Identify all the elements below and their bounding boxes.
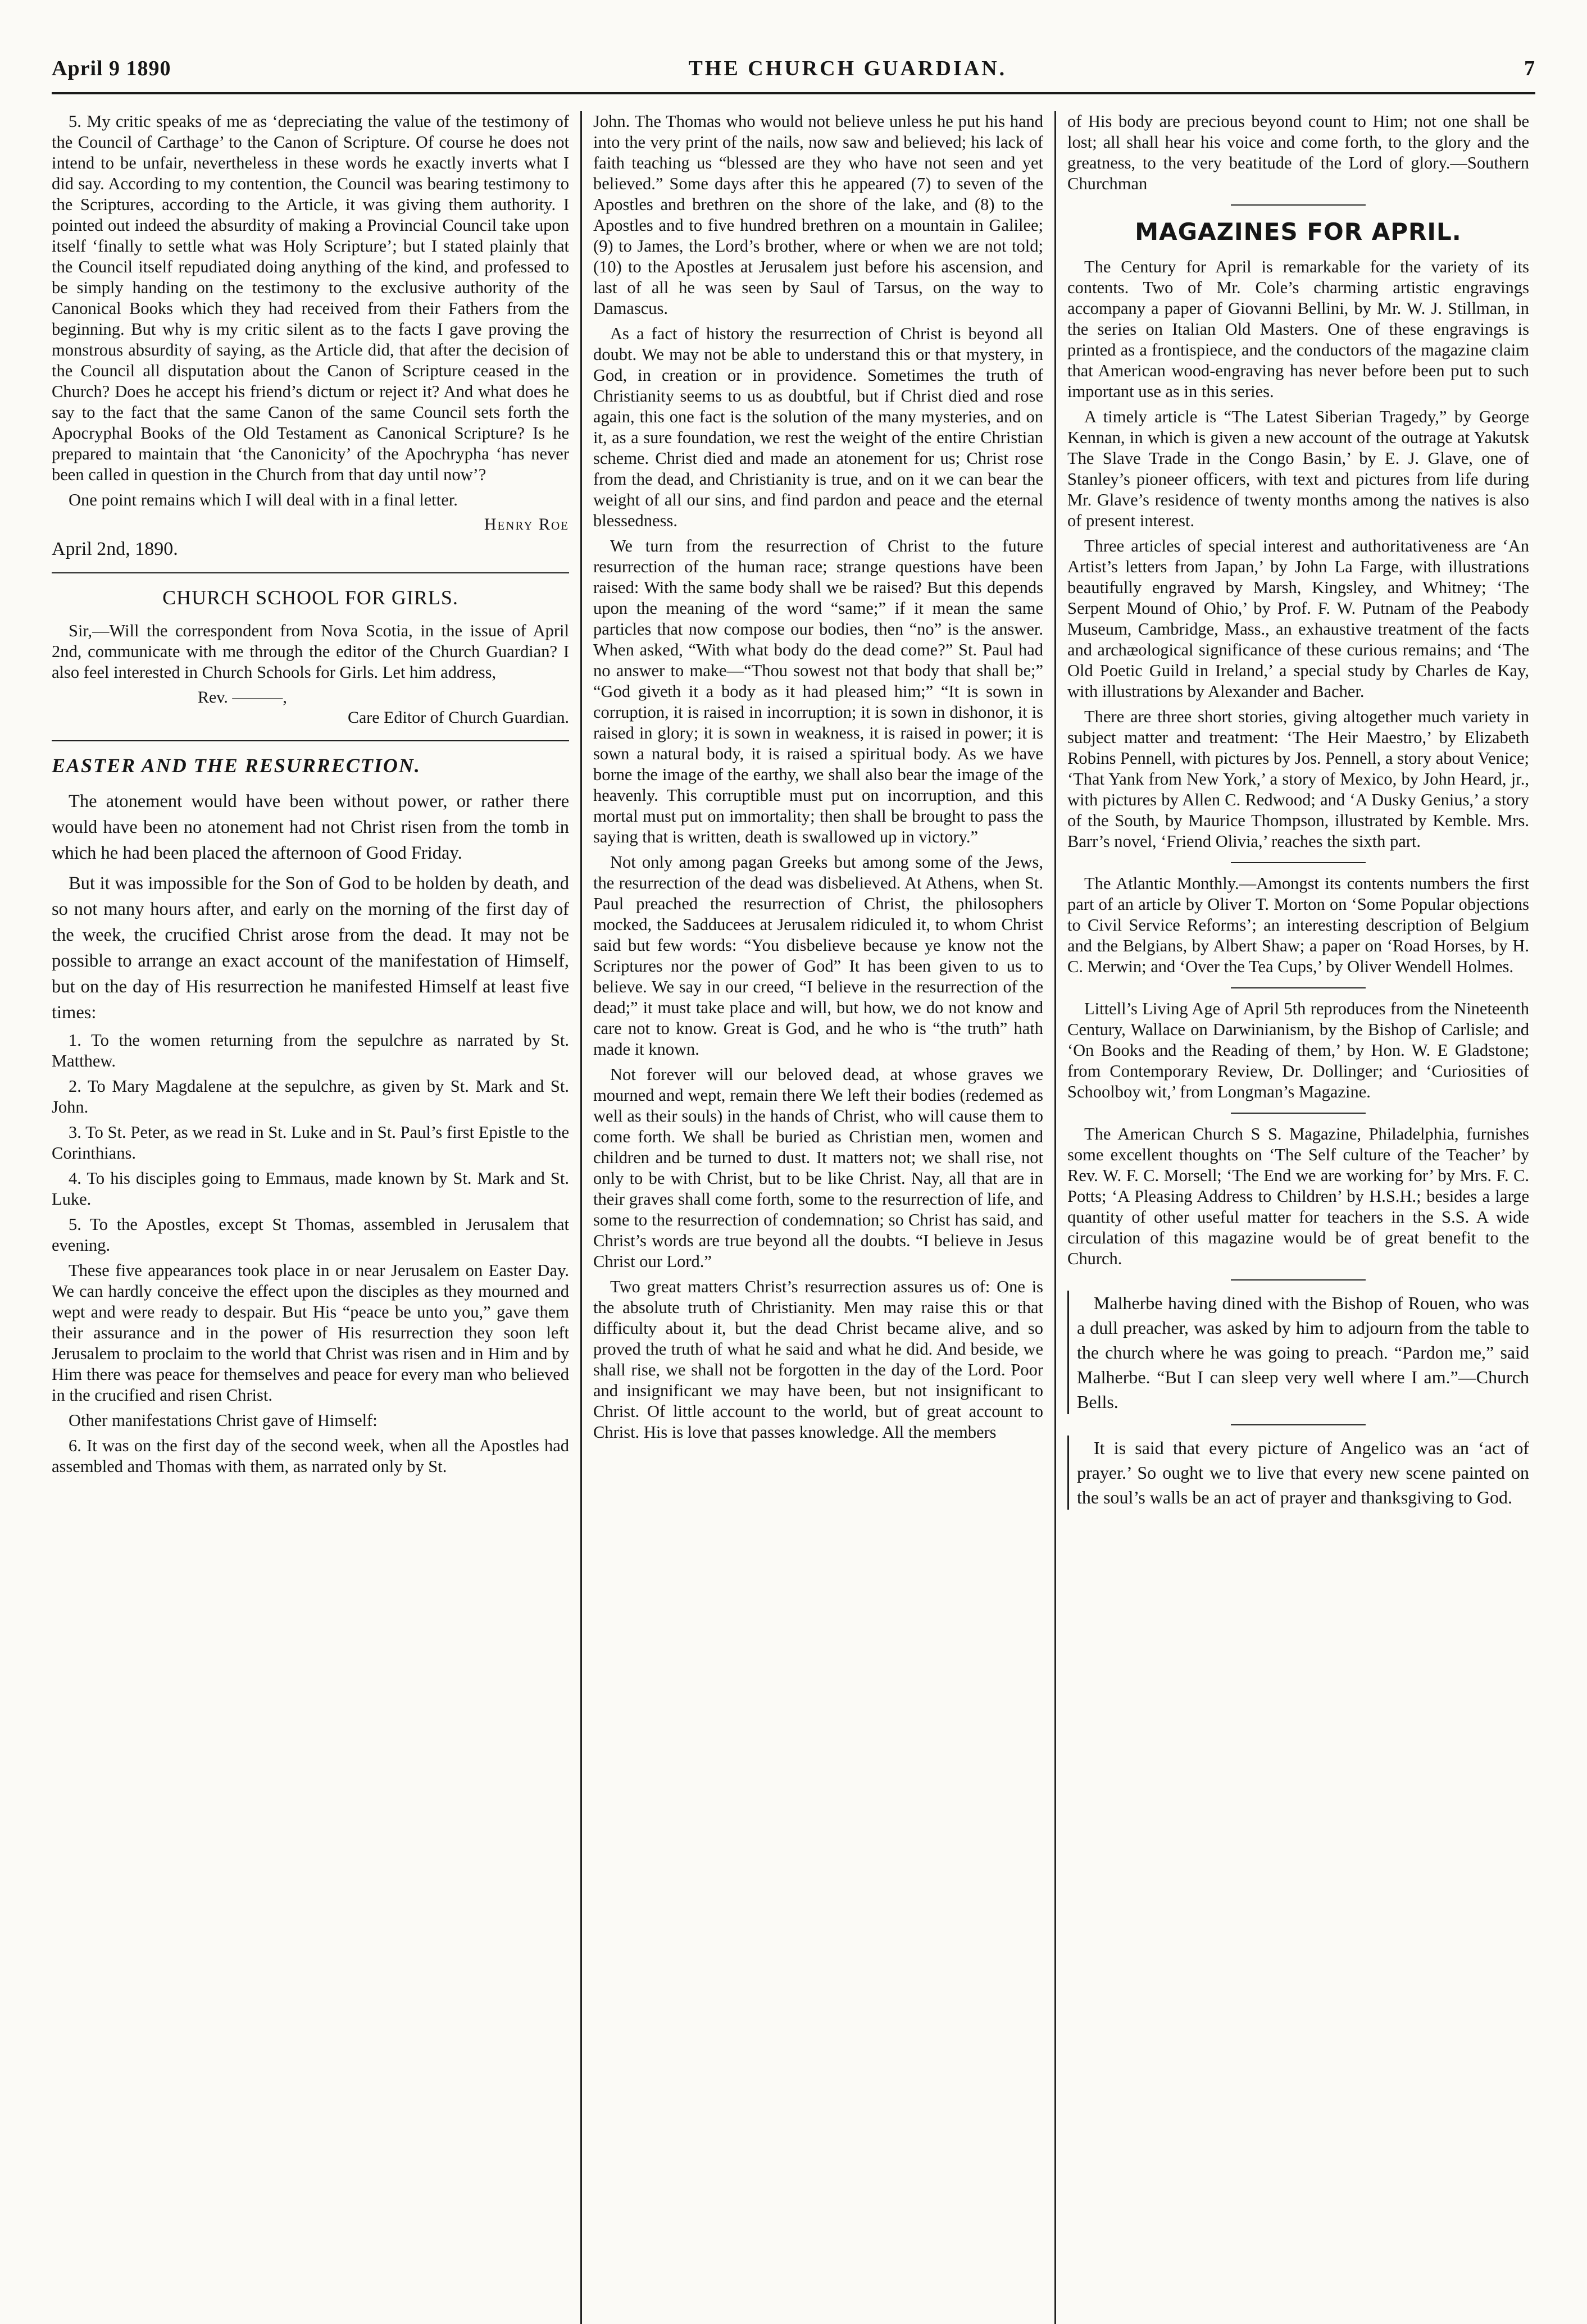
section-heading: MAGAZINES FOR APRIL. [1135,218,1462,245]
column-2 [582,111,1056,2324]
letter-paragraph: One point remains which I will deal with in a final letter. [69,490,458,509]
list-item: 5. To the Apostles, except St Thomas, assembled in Jerusalem that evening. [52,1215,569,1255]
article-paragraph: As a fact of history the resurrection of Christ is beyond all doubt. We may not be able to understand this or that mystery, in God, in creation or in providence. Sometimes the truth of Christianity seems to us as doubtful, but if Christ died and rose again, this one fact is the solution of the many mysteries, and on it, as a sure foundation, we rest the weight of the entire Christian scheme. Christ died and made an atonement for us; Christ rose from the dead, and Christianity is true, and on it we can bear the weight of all our sins, and find pardon and peace and the eternal blessedness. [593,324,1043,530]
list-item: 2. To Mary Magdalene at the sepulchre, as given by St. Mark and St. John. [52,1077,569,1117]
section-heading: CHURCH SCHOOL FOR GIRLS. [162,586,458,609]
article-paragraph: But it was impossible for the Son of God to be holden by death, and so not many hours after, and early on the morning of the first day of the week, the crucified Christ arose from the dead. It may not be possible to arrange an exact account of the manifestation of Himself, but on the day of His resurrection he manifested Himself at least five times: [52,873,569,1023]
article-paragraph: of His body are precious beyond count to Him; not one shall be lost; all shall hear his voice and come forth, to the glory and the greatness, to the very beatitude of the Lord of glory.—Southern Churchman [1067,112,1529,193]
magazine-review: The American Church S S. Magazine, Philadelphia, furnishes some excellent thoughts on ‘The Self culture of the Teacher’ by Rev. W. F. C. Morsell; ‘The End we are working for’ by Mrs. F. C. Potts; ‘A Pleasing Address to Children’ by H.S.H.; besides a large quantity of other useful matter for teachers in the S.S. A wide circulation of this magazine would be of great benefit to the Church. [1067,1124,1529,1268]
list-item: 3. To St. Peter, as we read in St. Luke and in St. Paul’s first Epistle to the Corinthians. [52,1123,569,1163]
section-heading: EASTER AND THE RESURRECTION. [52,754,421,777]
list-item: 4. To his disciples going to Emmaus, made known by St. Mark and St. Luke. [52,1169,569,1209]
magazine-review: The Century for April is remarkable for the variety of its contents. Two of Mr. Cole’s charming artistic engravings accompany a paper of Giovanni Bellini, by Mr. W. J. Stillman, in the series on Italian Old Masters. One of these engravings is printed as a frontispiece, and the conductors of the magazine claim that American wood-engraving has never before been put to such important use as in this series. [1067,257,1529,401]
divider [1231,1424,1366,1425]
anecdote: Malherbe having dined with the Bishop of Rouen, who was a dull preacher, was asked by him to adjourn from the table to the church where he was going to preach. “Pardon me,” said Malherbe. “But I can sleep very well where I am.”—Church Bells. [1077,1293,1529,1412]
article-paragraph: Two great matters Christ’s resurrection assures us of: One is the absolute truth of Christianity. Men may raise this or that difficulty about it, but the dead Christ became alive, and so proved the truth of what he said and what he did. And beside, we shall rise, we shall not be forgotten in the day of the Lord. Poor and insignificant we may have been, but not insignificant to Christ. Of little account to the world, but of great account to Christ. His is love that passes knowledge. All the members [593,1277,1043,1442]
school-letter-care: Care Editor of Church Guardian. [347,708,569,727]
list-item: 1. To the women returning from the sepulchre as narrated by St. Matthew. [52,1031,569,1070]
issue-date: April 9 1890 [52,57,171,80]
column-1 [52,111,582,2324]
article-paragraph: John. The Thomas who would not believe unless he put his hand into the very print of the nails, now saw and believed; his lack of faith teaching us “blessed are they who have not seen and yet believed.” Some days after this he appeared (7) to seven of the Apostles and brethren on the shore of the lake, and (8) to the Apostles and to five hundred brethren on a mountain in Galilee; (9) to James, the Lord’s brother, where or when we are not told; (10) to the Apostles at Jerusalem just before his ascension, and last of all he was seen by Saul of Tarsus, on the way to Damascus. [593,112,1043,318]
magazine-review: There are three short stories, giving altogether much variety in subject matter and treatment: ‘The Heir Maestro,’ by Elizabeth Robins Pennell, with pictures by Jos. Pennell, a story about Venice; ‘That Yank from New York,’ a story of Mexico, by John Heard, jr., with pictures by Allen C. Redwood; and ‘A Dusky Genius,’ a story of the South, by Maurice Thompson, illustrated by Kemble. Mrs. Barr’s novel, ‘Friend Olivia,’ reaches the sixth part. [1067,707,1529,851]
magazine-review: A timely article is “The Latest Siberian Tragedy,” by George Kennan, in which is given a new account of the outrage at Yakutsk The Slave Trade in the Congo Basin,’ by E. J. Glave, one of Stanley’s pioneer officers, with text and pictures from life during Mr. Glave’s residence of twenty months among the natives is also of present interest. [1067,407,1529,530]
divider [1231,1279,1366,1281]
anecdote-box [1067,1291,1529,1414]
column-3 [1056,111,1529,2324]
masthead [52,56,1535,94]
magazine-review: Littell’s Living Age of April 5th reproduces from the Nineteenth Century, Wallace on Darwinianism, by the Bishop of Carlisle; and ‘On Books and the Reading of them,’ by Hon. W. E Gladstone; from Contemporary Review, Dr. Dollinger; and ‘Curiosities of Schoolboy wit,’ from Longman’s Magazine. [1067,999,1529,1101]
anecdote: It is said that every picture of Angelico was an ‘act of prayer.’ So ought we to live that every new scene painted on the soul’s walls be an act of prayer and thanksgiving to God. [1077,1438,1529,1507]
divider [52,740,569,741]
school-letter-rev: Rev. ———, [198,688,287,707]
magazine-review: Three articles of special interest and authoritativeness are ‘An Artist’s letters from Japan,’ by John La Farge, with illustrations beautifully engraved by Marsh, Kingsley, and Whitney; ‘The Serpent Mound of Ohio,’ by Prof. F. W. Putnam of the Peabody Museum, Cambridge, Mass., an exhaustive treatment of the facts and archæological significance of these curious remains; and ‘The Old Poetic Guild in Ireland,’ a special study by Charles de Kay, with illustrations by Alexander and Bacher. [1067,536,1529,701]
article-paragraph: We turn from the resurrection of Christ to the future resurrection of the human race; strange questions have been raised: With the same body shall we be raised? But this depends upon the meaning of the word “same;” if it mean the same particles that now compose our bodies, then “no” is the answer. When asked, “With what body do the dead come?” St. Paul had no answer to make—“Thou sowest not that body that shall be;” “God giveth it a body as it had pleased him;” “It is sown in corruption, it is raised in incorruption; it is sown in dishonor, it is raised in glory; it is sown in weakness, it is raised in power; it is sown a natural body, it is raised a spiritual body. As we have borne the image of the earthy, we shall also bear the image of the heavenly. This corruptible must put on incorruption, and this mortal must put on immortality; then shall be brought to pass the saying that is written, death is swallowed up in victory.” [593,536,1043,846]
letter-date: April 2nd, 1890. [52,539,178,559]
article-paragraph: Not only among pagan Greeks but among some of the Jews, the resurrection of the dead was disbelieved. At Athens, when St. Paul preached the resurrection of Christ, the philosophers mocked, the Sadducees at Jerusalem ridiculed it, to whom Christ said but few words: “You disbelieve because ye know not the Scriptures nor the power of God” It has been given to us to believe. We say in our creed, “I believe in the resurrection of the dead;” it must take place and will, but how, we do not know and care not to know. Great is God, and he who is “the truth” hath made it known. [593,853,1043,1059]
divider [1231,862,1366,863]
newspaper-title: THE CHURCH GUARDIAN. [688,57,1007,80]
magazine-review: The Atlantic Monthly.—Amongst its contents numbers the first part of an article by Oliver T. Morton on ‘Some Popular objections to Civil Service Reforms’; an interesting description of Belgium and the Belgians, by Albert Shaw; a paper on ‘Road Horses, by H. C. Merwin; and ‘Over the Tea Cups,’ by Oliver Wendell Holmes. [1067,874,1529,976]
article-paragraph: 6. It was on the first day of the second week, when all the Apostles had assembled and Thomas with them, as narrated only by St. [52,1436,569,1476]
article-paragraph: These five appearances took place in or near Jerusalem on Easter Day. We can hardly conceive the effect upon the disciples as they mourned and wept and were ready to despair. But His “peace be unto you,” gave them their assurance and in the power of His resurrection they soon left Jerusalem to proclaim to the world that Christ was risen and in Him and by Him there was peace for themselves and peace for every man who believed in the crucified and risen Christ. [52,1261,569,1405]
divider [1231,1113,1366,1114]
divider [1231,204,1366,206]
easter-article-intro [52,789,569,1026]
article-paragraph: Not forever will our beloved dead, at whose graves we mourned and wept, remain there We left their bodies (redemed as well as their souls) in the hands of Christ, who will cause them to come forth. We shall be buried as Christian men, women and children and be turned to dust. It matters not; we shall rise, not only to be with Christ, but to be like Christ. Nay, all that are in their graves shall come forth, some to the resurrection of life, and some to the resurrection of condemnation; so Christ has said, and Christ’s words are true beyond all the doubts. “I believe in Jesus Christ our Lord.” [593,1065,1043,1271]
divider [1231,987,1366,988]
school-letter-body: Sir,—Will the correspondent from Nova Scotia, in the issue of April 2nd, communicate with me through the editor of the Church Guardian? I also feel interested in Church Schools for Girls. Let him address, [52,621,569,682]
letter-paragraph: 5. My critic speaks of me as ‘depreciating the value of the testimony of the Council of Carthage’ to the Canon of Scripture. Of course he does not intend to be unfair, nevertheless in these words he exactly inverts what I did say. According to my contention, the Council was bearing testimony to the Scriptures, according to the Article, it was giving them authority. I pointed out indeed the absurdity of making a Provincial Council take upon itself ‘finally to settle what was Holy Scripture’; but I stated plainly that the Council itself repudiated doing anything of the kind, and professed to be simply handing on the testimony to the exclusive authority of the Canonical Books which they had received from their Fathers from the beginning. But why is my critic silent as to the facts I gave proving the monstrous absurdity of saying, as the Article did, that after the decision of the Council all disputation about the Canon of Scripture ceased in the Church? Does he accept his friend’s dictum or reject it? And what does he say to the fact that the same Canon of the same Council sets forth the Apocryphal Books of the Old Testament as Canonical Scripture? Is he prepared to maintain that ‘the Canonicity’ of the Apochrypha ‘has never been called in question in the Church from that day until now’? [52,112,569,484]
divider [52,572,569,573]
anecdote-box [1067,1436,1529,1510]
letter-signature: Henry Roe [484,515,569,534]
columns [52,111,1535,2324]
article-paragraph: The atonement would have been without power, or rather there would have been no atonement had not Christ risen from the tomb in which he had been placed the afternoon of Good Friday. [52,791,569,863]
page-number: 7 [1524,57,1535,80]
article-paragraph: Other manifestations Christ gave of Himself: [69,1411,378,1430]
